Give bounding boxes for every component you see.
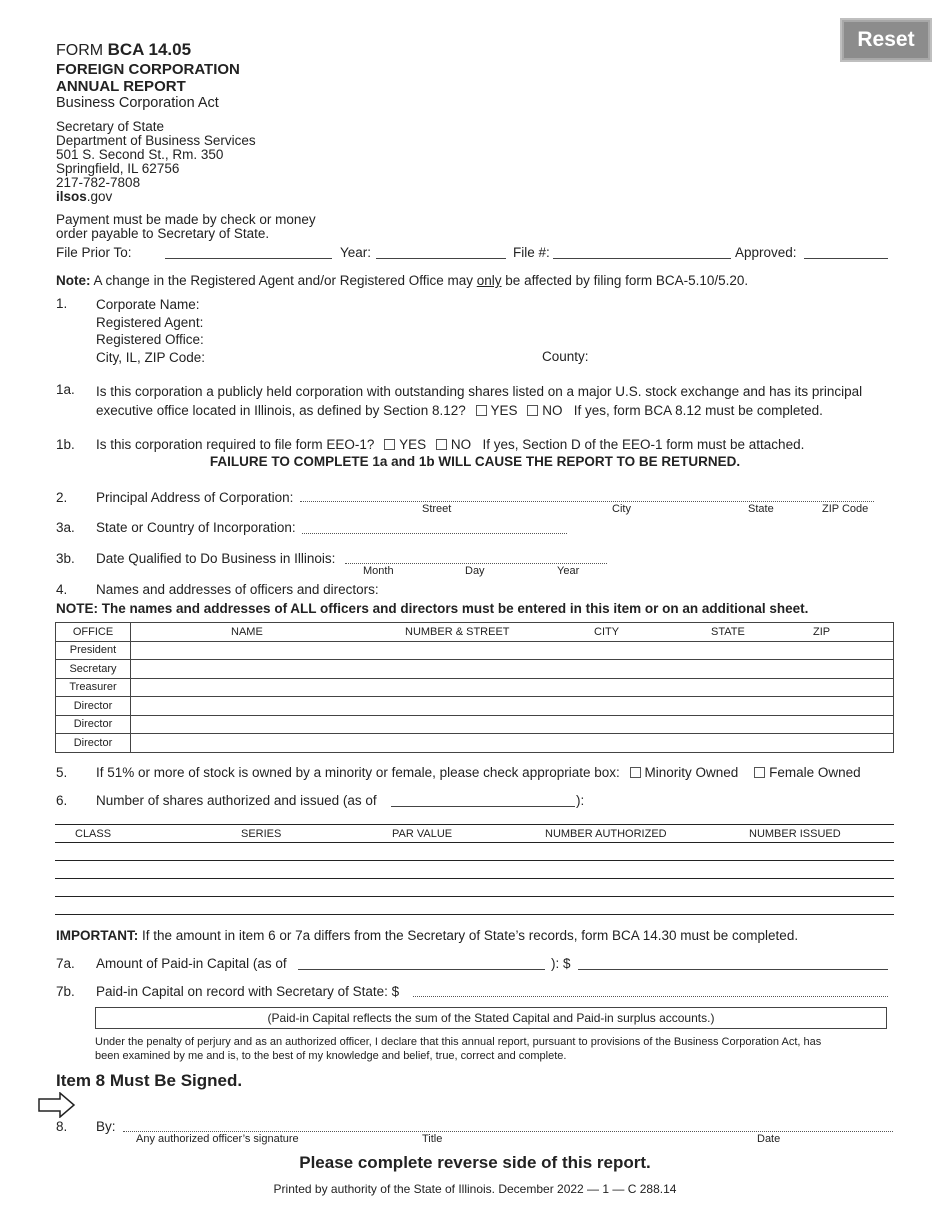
approved-field[interactable] bbox=[804, 258, 888, 259]
payment-line: Payment must be made by check or money bbox=[56, 212, 316, 227]
shares-row-field[interactable] bbox=[55, 914, 894, 915]
payment-line: order payable to Secretary of State. bbox=[56, 226, 270, 241]
officer-entry-field[interactable] bbox=[131, 734, 894, 753]
city-zip-label: City, IL, ZIP Code: bbox=[96, 349, 206, 365]
address-line: 501 S. Second St., Rm. 350 bbox=[56, 147, 224, 162]
date-qualified-field[interactable] bbox=[345, 563, 607, 564]
paid-in-capital-amount-field[interactable] bbox=[578, 969, 888, 970]
shares-row-field[interactable] bbox=[55, 878, 894, 879]
reverse-side-notice: Please complete reverse side of this report. bbox=[299, 1153, 651, 1172]
item-1a-options bbox=[96, 401, 896, 420]
female-owned-label: Female Owned bbox=[769, 765, 861, 780]
perjury-line: Under the penalty of perjury and as an authorized officer, I declare that this annual report, pursuant to provisions of the Business Corporation Act, has bbox=[95, 1036, 822, 1048]
office-cell: Director bbox=[56, 734, 131, 753]
corporation-info bbox=[96, 296, 205, 366]
item-1b-question bbox=[96, 437, 804, 452]
month-caption: Month bbox=[363, 565, 394, 577]
file-number-field[interactable] bbox=[553, 258, 731, 259]
form-subtitle: Business Corporation Act bbox=[56, 95, 219, 111]
important-label: IMPORTANT: bbox=[56, 928, 139, 943]
agency-address bbox=[56, 120, 256, 204]
important-text: If the amount in item 6 or 7a differs from the Secretary of State’s records, form BCA 14.30 must be completed. bbox=[142, 928, 799, 943]
shares-as-of-field[interactable] bbox=[391, 806, 575, 807]
officers-table bbox=[55, 622, 894, 753]
paid-in-capital-record-field[interactable] bbox=[413, 996, 888, 997]
payment-instructions bbox=[56, 213, 316, 241]
item-number: 1b. bbox=[56, 437, 75, 452]
form-prefix: FORM bbox=[56, 42, 104, 59]
paid-in-capital-record-label: Paid-in Capital on record with Secretary of State: $ bbox=[96, 984, 400, 999]
column-header: ZIP bbox=[813, 626, 831, 639]
item-1a-text: Is this corporation a publicly held corporation with outstanding shares listed on a major U.S. stock exchange and has its principal bbox=[96, 384, 863, 399]
date-caption: Date bbox=[757, 1133, 781, 1145]
no-checkbox[interactable] bbox=[527, 405, 538, 416]
note-text: A change in the Registered Agent and/or Registered Office may bbox=[93, 273, 473, 288]
item-number: 5. bbox=[56, 765, 68, 780]
reset-button[interactable]: Reset bbox=[840, 18, 932, 62]
year-label: Year: bbox=[340, 245, 372, 260]
no-label: NO bbox=[450, 437, 472, 452]
street-caption: Street bbox=[422, 503, 452, 515]
shares-header-rule bbox=[55, 842, 894, 843]
year-caption: Year bbox=[557, 565, 580, 577]
item-1a-question bbox=[96, 382, 896, 420]
officer-entry-field[interactable] bbox=[131, 641, 894, 660]
no-checkbox[interactable] bbox=[436, 439, 447, 450]
file-number-label: File #: bbox=[513, 245, 550, 260]
zip-caption: ZIP Code bbox=[822, 503, 869, 515]
column-header: OFFICE bbox=[56, 623, 131, 642]
no-label: NO bbox=[542, 403, 563, 418]
item-number: 7a. bbox=[56, 956, 75, 971]
shares-row-field[interactable] bbox=[55, 896, 894, 897]
item-8-heading: Item 8 Must Be Signed. bbox=[56, 1071, 243, 1090]
paid-in-capital-note: (Paid-in Capital reflects the sum of the Stated Capital and Paid-in surplus accounts.) bbox=[95, 1007, 887, 1029]
state-of-incorporation-label: State or Country of Incorporation: bbox=[96, 520, 296, 535]
day-caption: Day bbox=[465, 565, 485, 577]
item-1a-note: If yes, form BCA 8.12 must be completed. bbox=[573, 403, 823, 418]
column-header: NUMBER AUTHORIZED bbox=[545, 828, 667, 840]
table-row bbox=[56, 641, 894, 660]
minority-owned-checkbox[interactable] bbox=[630, 767, 641, 778]
registered-agent-note bbox=[56, 273, 748, 288]
address-line: Springfield, IL 62756 bbox=[56, 161, 180, 176]
officer-entry-field[interactable] bbox=[131, 715, 894, 734]
address-line: Secretary of State bbox=[56, 119, 165, 134]
column-header: NAME bbox=[231, 626, 263, 639]
item-number: 7b. bbox=[56, 984, 75, 999]
table-row bbox=[56, 715, 894, 734]
column-header: STATE bbox=[711, 626, 745, 639]
female-owned-checkbox[interactable] bbox=[754, 767, 765, 778]
item-number: 8. bbox=[56, 1119, 68, 1134]
arrow-right-icon bbox=[38, 1092, 76, 1118]
principal-address-label: Principal Address of Corporation: bbox=[96, 490, 294, 505]
address-phone: 217-782-7808 bbox=[56, 175, 141, 190]
state-of-incorporation-field[interactable] bbox=[302, 533, 567, 534]
shares-label: Number of shares authorized and issued (as of bbox=[96, 793, 377, 808]
officer-entry-field[interactable] bbox=[131, 660, 894, 679]
yes-label: YES bbox=[399, 437, 427, 452]
file-prior-to-label: File Prior To: bbox=[56, 245, 132, 260]
note-label: Note: bbox=[56, 273, 91, 288]
office-cell: Director bbox=[56, 697, 131, 716]
approved-label: Approved: bbox=[735, 245, 797, 260]
ownership-question bbox=[96, 765, 861, 780]
paid-in-capital-date-field[interactable] bbox=[298, 969, 545, 970]
perjury-statement bbox=[95, 1035, 895, 1063]
item-1a-text: executive office located in Illinois, as defined by Section 8.12? bbox=[96, 403, 466, 418]
yes-checkbox[interactable] bbox=[476, 405, 487, 416]
shares-label-end: ): bbox=[576, 793, 585, 808]
printed-by-footer: Printed by authority of the State of Illinois. December 2022 — 1 — C 288.14 bbox=[273, 1182, 677, 1196]
corporate-name-label: Corporate Name: bbox=[96, 297, 200, 312]
registered-agent-label: Registered Agent: bbox=[96, 314, 204, 330]
column-header: PAR VALUE bbox=[392, 828, 453, 840]
paid-in-capital-label: Amount of Paid-in Capital (as of bbox=[96, 956, 287, 971]
address-line: Department of Business Services bbox=[56, 133, 256, 148]
officer-entry-field[interactable] bbox=[131, 697, 894, 716]
year-field[interactable] bbox=[376, 258, 506, 259]
item-number: 2. bbox=[56, 490, 68, 505]
paid-in-capital-dollar: ): $ bbox=[551, 956, 571, 971]
officer-entry-field[interactable] bbox=[131, 678, 894, 697]
item-number: 3a. bbox=[56, 520, 75, 535]
column-header: SERIES bbox=[241, 828, 282, 840]
county-label: County: bbox=[542, 349, 589, 364]
item-number: 1. bbox=[56, 296, 68, 311]
office-cell: President bbox=[56, 641, 131, 660]
table-row bbox=[56, 734, 894, 753]
yes-checkbox[interactable] bbox=[384, 439, 395, 450]
principal-address-field[interactable] bbox=[300, 501, 874, 502]
item-1b-text: Is this corporation required to file form EEO-1? bbox=[96, 437, 375, 452]
table-row bbox=[56, 660, 894, 679]
yes-label: YES bbox=[490, 403, 518, 418]
column-header: NUMBER & STREET bbox=[405, 626, 510, 639]
form-title-line2: ANNUAL REPORT bbox=[56, 78, 186, 95]
registered-office-label: Registered Office: bbox=[96, 332, 204, 347]
signature-caption: Any authorized officer’s signature bbox=[136, 1133, 299, 1145]
column-header: NUMBER ISSUED bbox=[749, 828, 841, 840]
column-header: CLASS bbox=[75, 828, 112, 840]
ownership-text: If 51% or more of stock is owned by a minority or female, please check appropriate box: bbox=[96, 765, 620, 780]
officers-note: NOTE: The names and addresses of ALL officers and directors must be entered in this item or on an additional sheet. bbox=[56, 601, 809, 616]
address-website bbox=[56, 190, 256, 204]
table-row bbox=[56, 697, 894, 716]
office-cell: Secretary bbox=[56, 660, 131, 679]
item-number: 4. bbox=[56, 582, 68, 597]
item-number: 3b. bbox=[56, 551, 75, 566]
form-number-value: BCA 14.05 bbox=[107, 40, 192, 59]
note-underlined: only bbox=[476, 273, 502, 288]
state-caption: State bbox=[748, 503, 774, 515]
table-row bbox=[56, 678, 894, 697]
note-text: be affected by filing form BCA-5.10/5.20. bbox=[505, 273, 749, 288]
item-1b-note: If yes, Section D of the EEO-1 form must be attached. bbox=[482, 437, 805, 452]
header-cells bbox=[131, 623, 894, 642]
website-bold: ilsos bbox=[56, 189, 87, 204]
signed-by-label: By: bbox=[96, 1119, 116, 1134]
website-domain: .gov bbox=[86, 189, 113, 204]
file-prior-to-field[interactable] bbox=[165, 258, 332, 259]
date-qualified-label: Date Qualified to Do Business in Illinois: bbox=[96, 551, 336, 566]
shares-top-rule bbox=[55, 824, 894, 825]
officers-label: Names and addresses of officers and directors: bbox=[96, 582, 379, 597]
column-header: CITY bbox=[594, 626, 620, 639]
perjury-line: been examined by me and is, to the best of my knowledge and belief, true, correct and complete. bbox=[95, 1050, 567, 1062]
item-number: 1a. bbox=[56, 382, 75, 397]
minority-owned-label: Minority Owned bbox=[644, 765, 739, 780]
office-cell: Director bbox=[56, 715, 131, 734]
office-cell: Treasurer bbox=[56, 678, 131, 697]
important-note bbox=[56, 928, 798, 943]
shares-row-field[interactable] bbox=[55, 860, 894, 861]
failure-warning: FAILURE TO COMPLETE 1a and 1b WILL CAUSE THE REPORT TO BE RETURNED. bbox=[209, 454, 741, 469]
item-number: 6. bbox=[56, 793, 68, 808]
title-caption: Title bbox=[422, 1133, 443, 1145]
city-caption: City bbox=[612, 503, 631, 515]
table-header-row bbox=[56, 623, 894, 642]
form-title-line1: FOREIGN CORPORATION bbox=[56, 61, 240, 78]
form-number bbox=[56, 40, 191, 60]
signature-field[interactable] bbox=[123, 1131, 893, 1132]
